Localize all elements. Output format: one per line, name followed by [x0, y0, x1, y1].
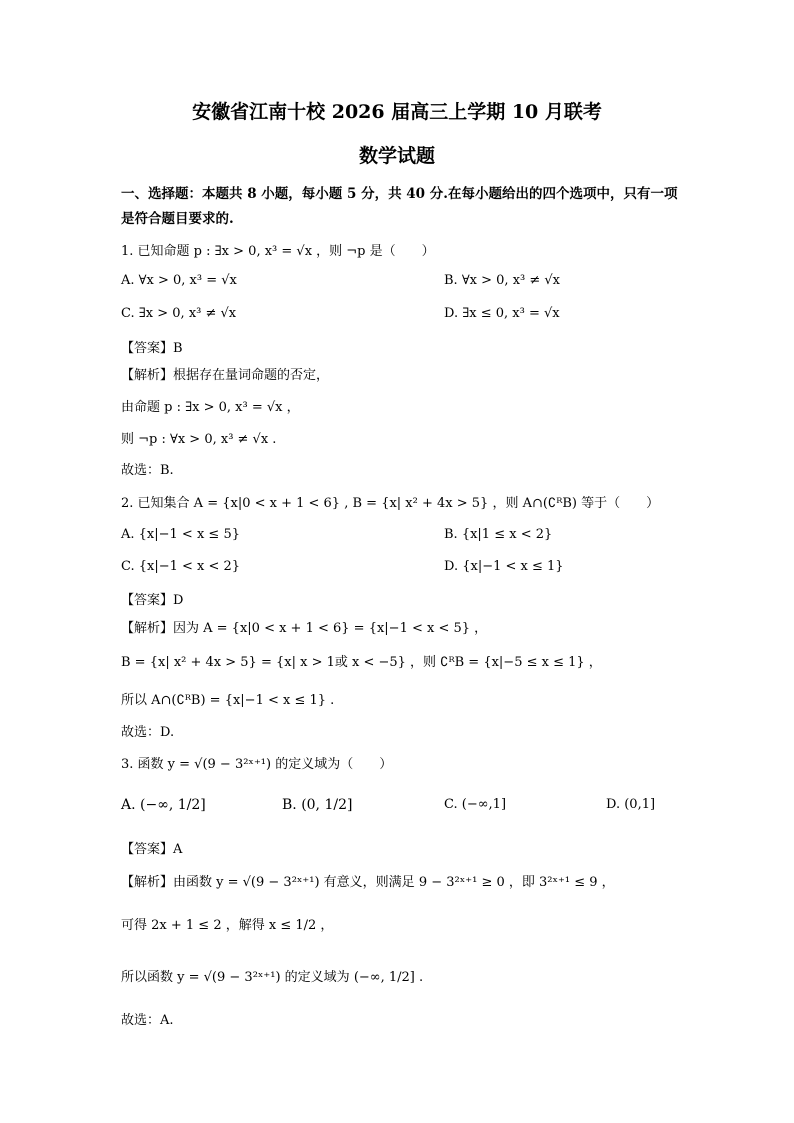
- question-2-option-b: B. {x|1 ≤ x < 2}: [444, 527, 553, 542]
- question-2-option-a: A. {x|−1 < x ≤ 5}: [121, 527, 240, 542]
- question-2-analysis-line: B = {x| x² + 4x > 5} = {x| x > 1或 x < −5} ，则 ∁ᴿB = {x|−5 ≤ x ≤ 1} ，: [121, 655, 602, 670]
- document-subtitle: 数学试题: [358, 145, 435, 167]
- question-3-option-d: D. (0,1]: [606, 797, 656, 812]
- question-1-option-c: C. ∃x > 0, x³ ≠ √x: [121, 306, 237, 321]
- section-heading-line2: 是符合题目要求的.: [121, 211, 234, 227]
- question-3-analysis-line: 【解析】由函数 y = √(9 − 3²ˣ⁺¹) 有意义，则满足 9 − 3²ˣ⁺¹ ≥ 0 ，即 3²ˣ⁺¹ ≤ 9 ，: [121, 875, 615, 890]
- question-2-option-d: D. {x|−1 < x ≤ 1}: [444, 559, 564, 574]
- question-3-stem: 3. 函数 y = √(9 − 3²ˣ⁺¹) 的定义域为（ ）: [121, 757, 393, 772]
- question-3-option-c: C. (−∞,1]: [444, 797, 507, 812]
- question-1-option-b: B. ∀x > 0, x³ ≠ √x: [444, 273, 561, 288]
- question-3-analysis-line: 可得 2x + 1 ≤ 2 ，解得 x ≤ 1/2 ，: [121, 918, 334, 933]
- question-2-option-c: C. {x|−1 < x < 2}: [121, 559, 241, 574]
- question-1-analysis-line: 则 ¬p : ∀x > 0, x³ ≠ √x .: [121, 432, 277, 447]
- question-3-option-b: B. (0, 1/2]: [282, 797, 353, 813]
- question-3-option-a: A. (−∞, 1/2]: [121, 797, 206, 813]
- section-heading-line1: 一、选择题：本题共 8 小题，每小题 5 分，共 40 分.在每小题给出的四个选项中，只有一项: [121, 186, 678, 202]
- question-1-analysis-line: 由命题 p : ∃x > 0, x³ = √x ，: [121, 400, 300, 415]
- question-2-stem: 2. 已知集合 A = {x|0 < x + 1 < 6} , B = {x| x² + 4x > 5} ，则 A∩(∁ᴿB) 等于（ ）: [121, 496, 660, 511]
- question-2-analysis-line: 故选：D.: [121, 725, 175, 740]
- question-1-option-d: D. ∃x ≤ 0, x³ = √x: [444, 306, 560, 321]
- question-3-answer: 【答案】A: [121, 842, 183, 857]
- question-2-answer: 【答案】D: [121, 593, 184, 608]
- question-1-answer: 【答案】B: [121, 341, 183, 356]
- question-1-analysis-line: 【解析】根据存在量词命题的否定，: [121, 368, 330, 383]
- question-1-option-a: A. ∀x > 0, x³ = √x: [121, 273, 237, 288]
- question-3-analysis-line: 故选：A.: [121, 1013, 174, 1028]
- document-title: 安徽省江南十校 2026 届高三上学期 10 月联考: [192, 101, 602, 123]
- question-2-analysis-line: 所以 A∩(∁ᴿB) = {x|−1 < x ≤ 1} .: [121, 693, 335, 708]
- question-1-analysis-line: 故选：B.: [121, 463, 174, 478]
- question-1-stem: 1. 已知命题 p : ∃x > 0, x³ = √x ，则 ¬p 是（ ）: [121, 244, 435, 259]
- question-2-analysis-line: 【解析】因为 A = {x|0 < x + 1 < 6} = {x|−1 < x < 5} ，: [121, 621, 488, 636]
- question-3-analysis-line: 所以函数 y = √(9 − 3²ˣ⁺¹) 的定义域为 (−∞, 1/2] .: [121, 970, 424, 985]
